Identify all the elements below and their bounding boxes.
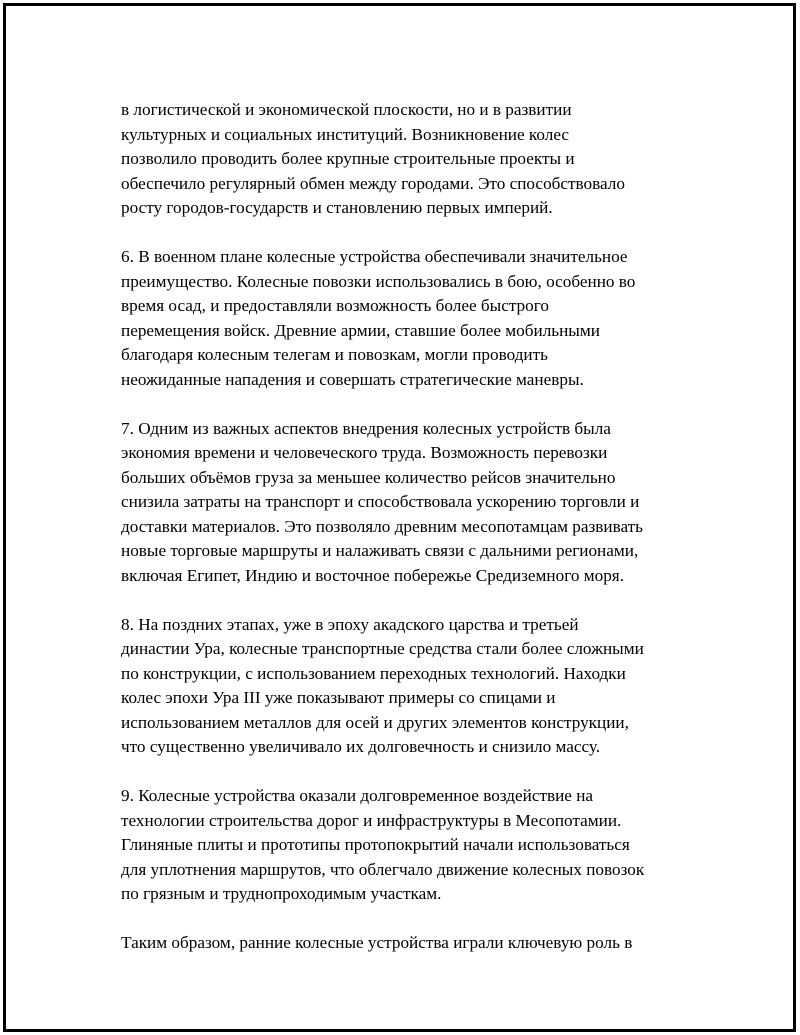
text-line: культурных и социальных институций. Возникновение колес — [121, 124, 570, 144]
paragraph-conclusion — [121, 931, 701, 956]
text-line: для уплотнения маршрутов, что облегчало движение колесных повозок — [121, 859, 645, 879]
text-line: доставки материалов. Это позволяло древним месопотамцам развивать — [121, 516, 644, 536]
text-line: благодаря колесным телегам и повозкам, могли проводить — [121, 345, 548, 364]
text-line: экономия времени и человеческого труда. Возможность перевозки — [121, 443, 608, 462]
text-line: 9. Колесные устройства оказали долговременное воздействие на — [121, 786, 594, 805]
document-body — [121, 98, 701, 980]
text-line: 6. В военном плане колесные устройства обеспечивали значительное — [121, 247, 628, 266]
text-line: позволило проводить более крупные строительные проекты и — [121, 149, 575, 168]
text-line: династии Ура, колесные транспортные средства стали более сложными — [121, 639, 644, 658]
text-line: преимущество. Колесные повозки использовались в бою, особенно во — [121, 271, 636, 291]
page-frame — [3, 3, 796, 1032]
paragraph-6 — [121, 245, 701, 392]
text-line: время осад, и предоставляли возможность более быстрого — [121, 296, 549, 315]
text-line: обеспечило регулярный обмен между городами. Это способствовало — [121, 173, 625, 193]
text-line: в логистической и экономической плоскости, но и в развитии — [121, 100, 572, 119]
text-line: росту городов-государств и становлению первых империй. — [121, 198, 553, 217]
text-line: 8. На поздних этапах, уже в эпоху акадского царства и третьей — [121, 614, 579, 634]
text-line: включая Египет, Индию и восточное побережье Средиземного моря. — [121, 565, 624, 585]
text-line: использованием металлов для осей и других элементов конструкции, — [121, 712, 629, 732]
text-line: 7. Одним из важных аспектов внедрения колесных устройств была — [121, 418, 611, 438]
text-line: больших объёмов груза за меньшее количество рейсов значительно — [121, 467, 616, 487]
text-line: снизила затраты на транспорт и способствовала ускорению торговли и — [121, 492, 640, 511]
text-line: перемещения войск. Древние армии, ставшие более мобильными — [121, 320, 600, 340]
paragraph-7 — [121, 417, 701, 589]
text-line: Таким образом, ранние колесные устройства играли ключевую роль в — [121, 933, 633, 952]
paragraph-9 — [121, 784, 701, 907]
text-line: новые торговые маршруты и налаживать связи с дальними регионами, — [121, 541, 639, 560]
text-line: Глиняные плиты и прототипы протопокрытий начали использоваться — [121, 835, 630, 854]
text-line: технологии строительства дорог и инфраструктуры в Месопотамии. — [121, 810, 622, 830]
text-line: по грязным и труднопроходимым участкам. — [121, 884, 442, 903]
text-line: неожиданные нападения и совершать стратегические маневры. — [121, 369, 584, 389]
paragraph-continuation — [121, 98, 701, 221]
text-line: по конструкции, с использованием переходных технологий. Находки — [121, 663, 626, 683]
text-line: что существенно увеличивало их долговечность и снизило массу. — [121, 737, 601, 756]
paragraph-8 — [121, 613, 701, 760]
text-line: колес эпохи Ура III уже показывают примеры со спицами и — [121, 688, 556, 707]
